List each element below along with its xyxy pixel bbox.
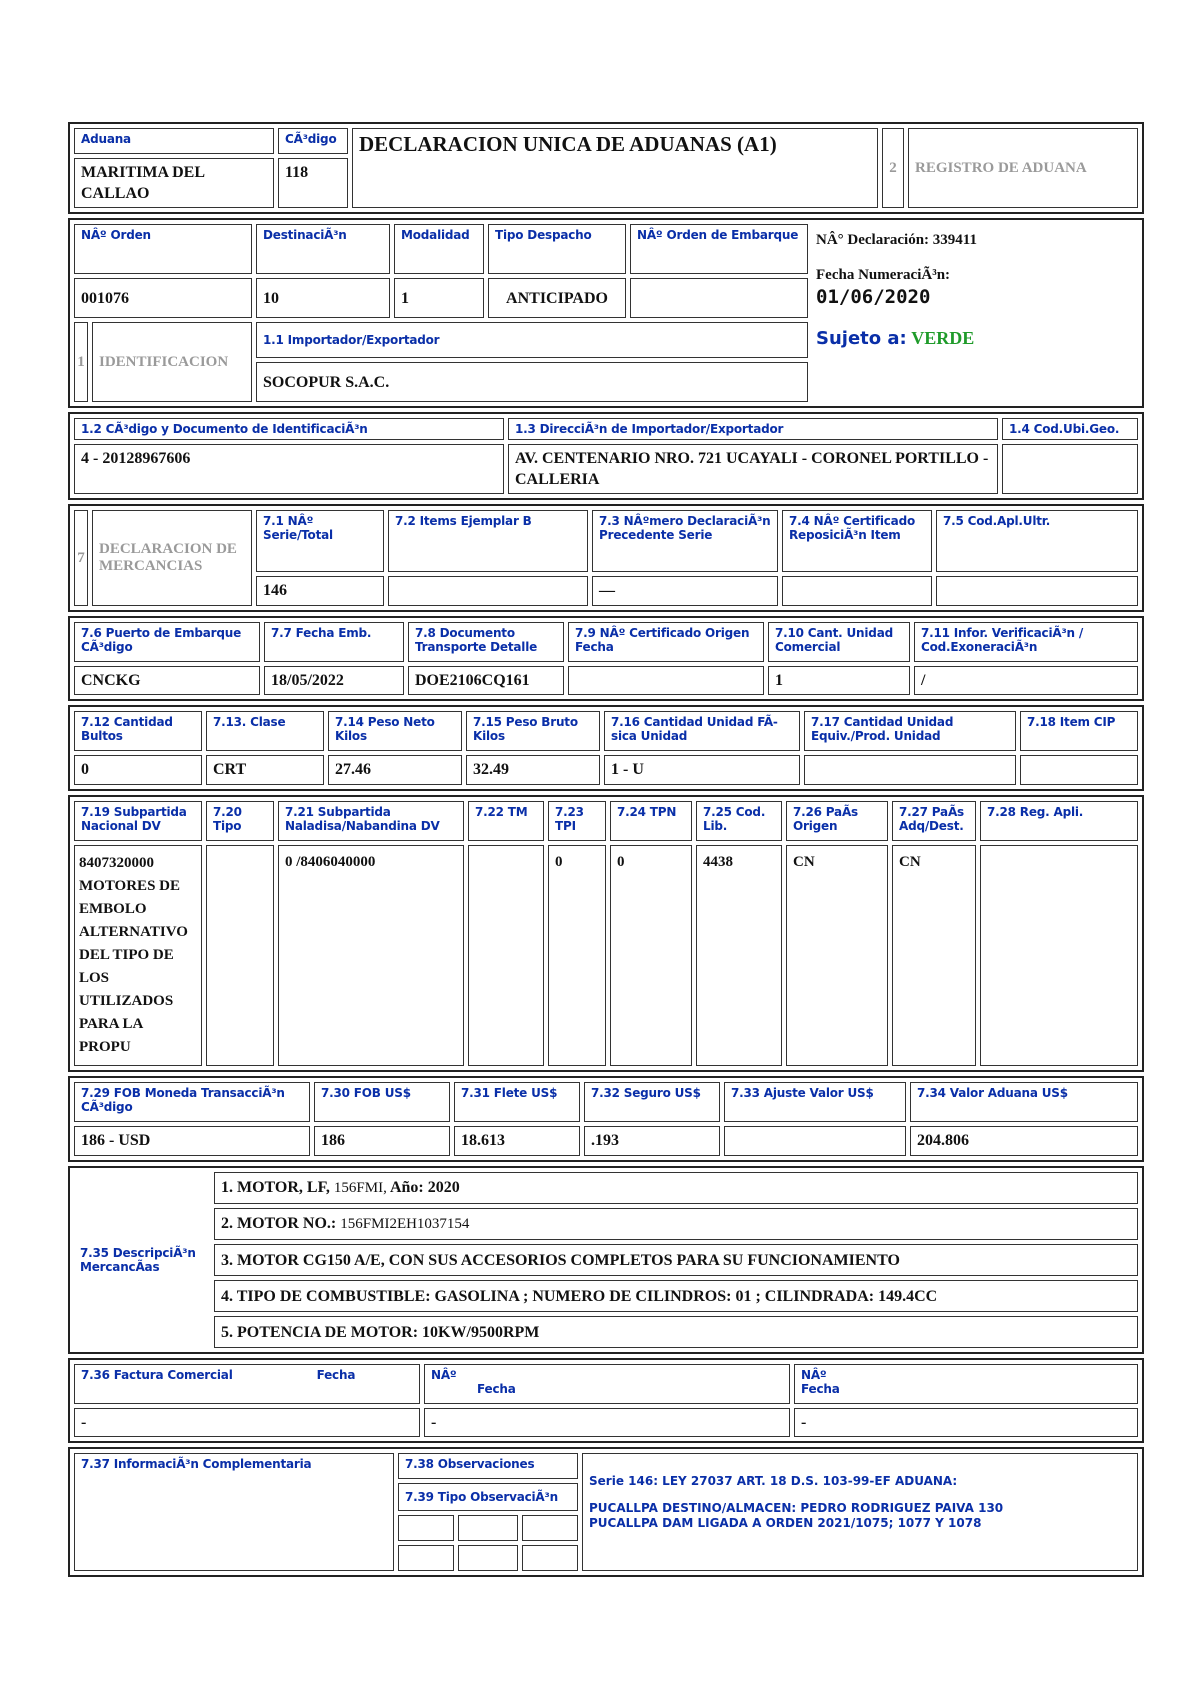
- certificado-reposicion-label: 7.4 NÂº Certificado ReposiciÃ³n Item: [782, 510, 932, 572]
- aduana-value: MARITIMA DEL CALLAO: [74, 158, 274, 208]
- doc-transporte-value: DOE2106CQ161: [408, 666, 564, 695]
- ident-label: IDENTIFICACION: [92, 322, 252, 402]
- tipo-label: 7.20 Tipo: [206, 801, 274, 841]
- subpartida-section: [68, 795, 1144, 1072]
- descripcion-line-2-plain: 156FMI2EH1037154: [340, 1216, 470, 1232]
- unidad-equiv-value: [804, 755, 1016, 785]
- direccion-label: 1.3 DirecciÃ³n de Importador/Exportador: [508, 418, 998, 440]
- seguro-label: 7.32 Seguro US$: [584, 1082, 720, 1122]
- factura-comercial-header: [74, 1364, 420, 1404]
- pais-origen-value: CN: [786, 845, 888, 1066]
- header-section: [68, 122, 1144, 214]
- factura-comercial-label: 7.36 Factura Comercial: [81, 1368, 233, 1382]
- fecha-emb-label: 7.7 Fecha Emb.: [264, 622, 404, 662]
- destinacion-value: 10: [256, 278, 390, 318]
- item-cip-label: 7.18 Item CIP: [1020, 711, 1138, 751]
- peso-neto-label: 7.14 Peso Neto Kilos: [328, 711, 462, 751]
- codigo-label: CÃ³digo: [278, 128, 348, 154]
- unidad-equiv-label: 7.17 Cantidad Unidad Equiv./Prod. Unidad: [804, 711, 1016, 751]
- valores-section: [68, 1076, 1144, 1162]
- tipo-despacho-value: ANTICIPADO: [488, 278, 626, 318]
- certificado-reposicion-value: [782, 576, 932, 606]
- tm-label: 7.22 TM: [468, 801, 544, 841]
- subpartida-nacional-value: 8407320000 MOTORES DE EMBOLO ALTERNATIVO DEL TIPO DE LOS UTILIZADOS PARA LA PROPU: [74, 845, 202, 1066]
- importador-value: SOCOPUR S.A.C.: [256, 362, 808, 402]
- descripcion-section: [68, 1166, 1144, 1354]
- descripcion-label: 7.35 DescripciÃ³n MercancÃas: [80, 1246, 196, 1274]
- tpi-value: 0: [548, 845, 606, 1066]
- reg-apli-label: 7.28 Reg. Apli.: [980, 801, 1138, 841]
- descripcion-line-2: [214, 1208, 1138, 1240]
- descripcion-line-1-plain: 156FMI,: [333, 1180, 387, 1196]
- orden-embarque-label: NÂº Orden de Embarque: [630, 224, 808, 274]
- fob-moneda-label: 7.29 FOB Moneda TransacciÃ³n CÃ³digo: [74, 1082, 310, 1122]
- identification-detail-section: [68, 412, 1144, 500]
- declaracion-precedente-label: 7.3 NÂºmero DeclaraciÃ³n Precedente Serie: [592, 510, 778, 572]
- factura-col3-header: [794, 1364, 1138, 1404]
- subpartida-naladisa-value: 0 /8406040000: [278, 845, 464, 1066]
- puerto-embarque-value: CNCKG: [74, 666, 260, 695]
- pais-adq-label: 7.27 PaÃs Adq/Dest.: [892, 801, 976, 841]
- declaracion-precedente-value: —: [592, 576, 778, 606]
- ident-number: 1: [74, 322, 88, 402]
- direccion-value: AV. CENTENARIO NRO. 721 UCAYALI - CORONEL PORTILLO - CALLERIA: [508, 444, 998, 494]
- tipo-obs-cell: [398, 1515, 454, 1541]
- certificado-origen-label: 7.9 NÂº Certificado Origen Fecha: [568, 622, 764, 662]
- peso-neto-value: 27.46: [328, 755, 462, 785]
- orden-value: 001076: [74, 278, 252, 318]
- descripcion-line-1-bold: 1. MOTOR, LF,: [221, 1179, 330, 1196]
- mercancias-number: 7: [74, 510, 88, 606]
- certificado-origen-value: [568, 666, 764, 695]
- clase-label: 7.13. Clase: [206, 711, 324, 751]
- ubigeo-value: [1002, 444, 1138, 494]
- observaciones-line-3: PUCALLPA DAM LIGADA A ORDEN 2021/1075; 1077 Y 1078: [589, 1516, 982, 1530]
- mercancias-label: DECLARACION DE MERCANCIAS: [92, 510, 252, 606]
- registro-label: REGISTRO DE ADUANA: [908, 128, 1138, 208]
- registro-number: 2: [882, 128, 904, 208]
- doc-ident-value: 4 - 20128967606: [74, 444, 504, 494]
- pais-origen-label: 7.26 PaÃs Origen: [786, 801, 888, 841]
- subpartida-naladisa-label: 7.21 Subpartida Naladisa/Nabandina DV: [278, 801, 464, 841]
- fecha-numeracion-label: Fecha NumeraciÃ³n:: [816, 267, 951, 283]
- declaration-form: [68, 122, 1144, 1581]
- declaration-summary: [812, 224, 1138, 402]
- clase-value: CRT: [206, 755, 324, 785]
- factura-value-2: -: [424, 1408, 790, 1437]
- cantidad-bultos-label: 7.12 Cantidad Bultos: [74, 711, 202, 751]
- peso-bruto-label: 7.15 Peso Bruto Kilos: [466, 711, 600, 751]
- valor-aduana-label: 7.34 Valor Aduana US$: [910, 1082, 1138, 1122]
- descripcion-line-4: 4. TIPO DE COMBUSTIBLE: GASOLINA ; NUMERO DE CILINDROS: 01 ; CILINDRADA: 149.4CC: [214, 1280, 1138, 1312]
- info-complementaria-label: 7.37 InformaciÃ³n Complementaria: [74, 1453, 394, 1571]
- factura-fecha-label: Fecha: [316, 1368, 356, 1382]
- doc-ident-label: 1.2 CÃ³digo y Documento de IdentificaciÃ³n: [74, 418, 504, 440]
- cant-unidad-comercial-value: 1: [768, 666, 910, 695]
- tipo-obs-cell: [458, 1515, 518, 1541]
- descripcion-line-2-bold: 2. MOTOR NO.:: [221, 1215, 337, 1232]
- cant-unidad-comercial-label: 7.10 Cant. Unidad Comercial: [768, 622, 910, 662]
- orden-embarque-value: [630, 278, 808, 318]
- doc-transporte-label: 7.8 Documento Transporte Detalle: [408, 622, 564, 662]
- descripcion-line-1-year: Año: 2020: [389, 1179, 460, 1196]
- fecha-emb-value: 18/05/2022: [264, 666, 404, 695]
- valor-aduana-value: 204.806: [910, 1126, 1138, 1156]
- fob-usd-label: 7.30 FOB US$: [314, 1082, 450, 1122]
- unidad-fisica-label: 7.16 Cantidad Unidad FÃsica Unidad: [604, 711, 800, 751]
- infor-verificacion-value: /: [914, 666, 1138, 695]
- fecha-numeracion-value: 01/06/2020: [816, 286, 931, 308]
- subpartida-nacional-label: 7.19 Subpartida Nacional DV: [74, 801, 202, 841]
- observaciones-section: [68, 1447, 1144, 1577]
- observaciones-line-2: PUCALLPA DESTINO/ALMACEN: PEDRO RODRIGUEZ PAIVA 130: [589, 1501, 1004, 1515]
- items-ejemplar-label: 7.2 Items Ejemplar B: [388, 510, 588, 572]
- codigo-value: 118: [278, 158, 348, 208]
- tipo-obs-cell: [522, 1545, 578, 1571]
- tipo-obs-cell: [398, 1545, 454, 1571]
- ajuste-valor-value: [724, 1126, 906, 1156]
- tipo-despacho-label: Tipo Despacho: [488, 224, 626, 274]
- sujeto-label: Sujeto a:: [816, 328, 907, 349]
- factura-fecha-2-label: Fecha: [477, 1382, 516, 1396]
- declaracion-number: NÂ° Declaración: 339411: [816, 232, 977, 248]
- unidad-fisica-value: 1 - U: [604, 755, 800, 785]
- factura-no-2-label: NÂº: [431, 1368, 457, 1382]
- ubigeo-label: 1.4 Cod.Ubi.Geo.: [1002, 418, 1138, 440]
- tipo-observacion-label: 7.39 Tipo ObservaciÃ³n: [398, 1483, 578, 1511]
- tipo-obs-cell: [522, 1515, 578, 1541]
- tpn-value: 0: [610, 845, 692, 1066]
- importador-label: 1.1 Importador/Exportador: [256, 322, 808, 358]
- item-cip-value: [1020, 755, 1138, 785]
- tipo-obs-cell: [458, 1545, 518, 1571]
- seguro-value: .193: [584, 1126, 720, 1156]
- observaciones-line-1: Serie 146: LEY 27037 ART. 18 D.S. 103-99-EF ADUANA:: [589, 1474, 958, 1488]
- cantidad-bultos-value: 0: [74, 755, 202, 785]
- factura-no-3-label: NÂº: [801, 1368, 827, 1382]
- sujeto-row: [816, 328, 1134, 349]
- reg-apli-value: [980, 845, 1138, 1066]
- cod-lib-value: 4438: [696, 845, 782, 1066]
- cod-lib-label: 7.25 Cod. Lib.: [696, 801, 782, 841]
- fob-usd-value: 186: [314, 1126, 450, 1156]
- factura-value-3: -: [794, 1408, 1138, 1437]
- tm-value: [468, 845, 544, 1066]
- tipo-value: [206, 845, 274, 1066]
- orden-label: NÂº Orden: [74, 224, 252, 274]
- cod-apl-ultr-value: [936, 576, 1138, 606]
- order-section: [68, 218, 1144, 408]
- descripcion-line-3: 3. MOTOR CG150 A/E, CON SUS ACCESORIOS COMPLETOS PARA SU FUNCIONAMIENTO: [214, 1244, 1138, 1276]
- puerto-embarque-label: 7.6 Puerto de Embarque CÃ³digo: [74, 622, 260, 662]
- sujeto-value: VERDE: [911, 328, 975, 348]
- descripcion-line-1: [214, 1172, 1138, 1204]
- descripcion-line-5: 5. POTENCIA DE MOTOR: 10KW/9500RPM: [214, 1316, 1138, 1348]
- tpn-label: 7.24 TPN: [610, 801, 692, 841]
- pais-adq-value: CN: [892, 845, 976, 1066]
- infor-verificacion-label: 7.11 Infor. VerificaciÃ³n / Cod.ExoneraciÃ³n: [914, 622, 1138, 662]
- modalidad-label: Modalidad: [394, 224, 484, 274]
- cod-apl-ultr-label: 7.5 Cod.Apl.Ultr.: [936, 510, 1138, 572]
- serie-total-value: 146: [256, 576, 384, 606]
- tpi-label: 7.23 TPI: [548, 801, 606, 841]
- peso-bruto-value: 32.49: [466, 755, 600, 785]
- factura-col2-header: [424, 1364, 790, 1404]
- serie-total-label: 7.1 NÂº Serie/Total: [256, 510, 384, 572]
- form-title: DECLARACION UNICA DE ADUANAS (A1): [352, 128, 878, 208]
- items-ejemplar-value: [388, 576, 588, 606]
- factura-value-1: -: [74, 1408, 420, 1437]
- bultos-section: [68, 705, 1144, 791]
- destinacion-label: DestinaciÃ³n: [256, 224, 390, 274]
- observaciones-text: [582, 1453, 1138, 1571]
- flete-label: 7.31 Flete US$: [454, 1082, 580, 1122]
- modalidad-value: 1: [394, 278, 484, 318]
- ajuste-valor-label: 7.33 Ajuste Valor US$: [724, 1082, 906, 1122]
- flete-value: 18.613: [454, 1126, 580, 1156]
- factura-section: [68, 1358, 1144, 1443]
- mercancias-section: [68, 504, 1144, 612]
- fob-moneda-value: 186 - USD: [74, 1126, 310, 1156]
- aduana-label: Aduana: [74, 128, 274, 154]
- observaciones-label: 7.38 Observaciones: [398, 1453, 578, 1479]
- embarque-section: [68, 616, 1144, 701]
- factura-fecha-3-label: Fecha: [801, 1382, 840, 1396]
